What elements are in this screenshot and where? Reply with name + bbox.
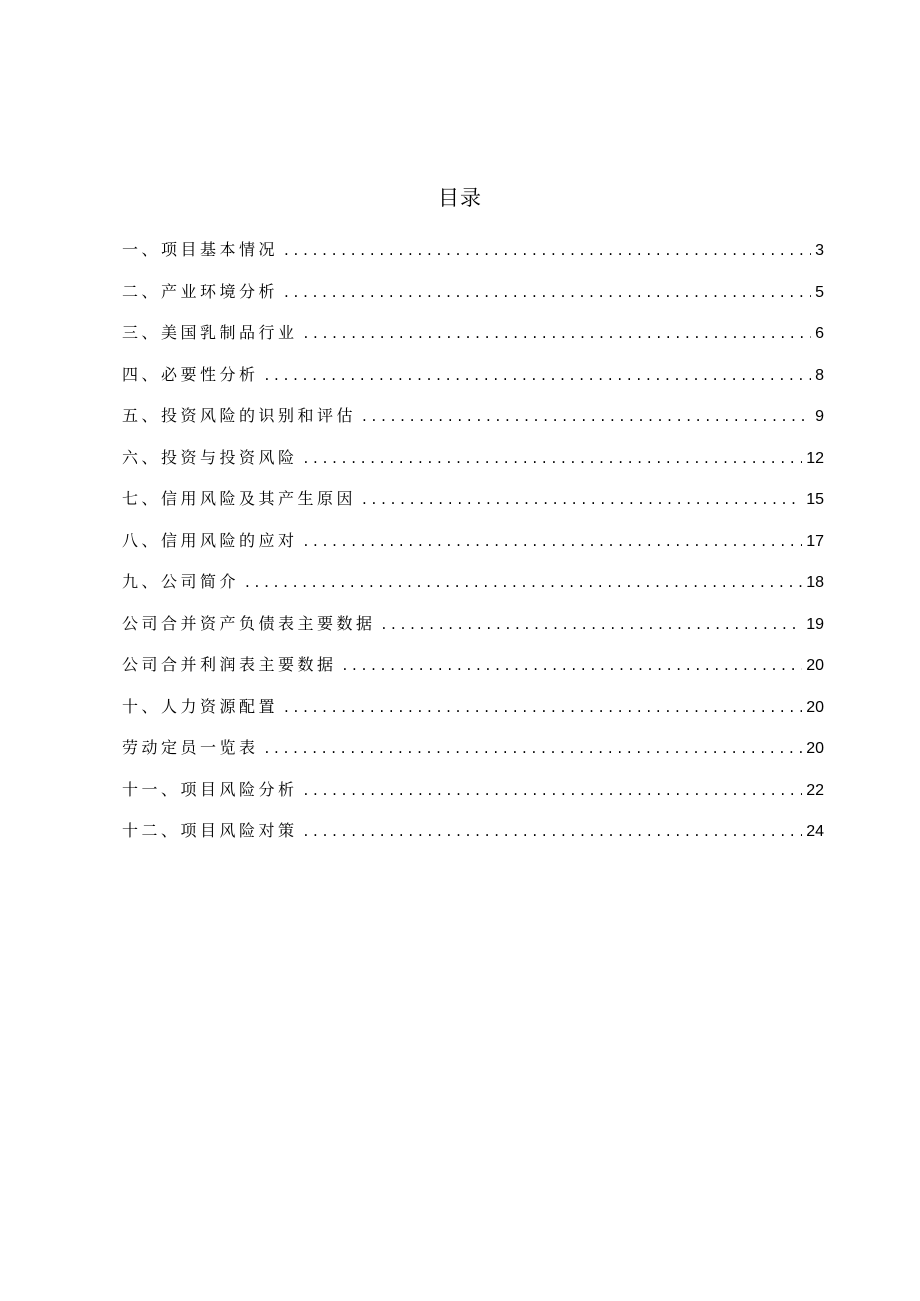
- toc-entry[interactable]: [122, 363, 824, 405]
- toc-entry[interactable]: [122, 404, 824, 446]
- toc-entry-label: 二、产业环境分析: [122, 281, 279, 301]
- toc-entry-label: 十一、项目风险分析: [122, 779, 298, 799]
- toc-entry-label: 四、必要性分析: [122, 364, 259, 384]
- toc-entry-page-number: 3: [815, 242, 824, 259]
- toc-dot-leader: [343, 653, 803, 677]
- toc-dot-leader: [304, 446, 803, 470]
- toc-entry-label: 三、美国乳制品行业: [122, 323, 298, 342]
- toc-dot-leader: [362, 487, 802, 511]
- toc-entry-label: 十、人力资源配置: [122, 696, 279, 716]
- toc-entry-page-number: 20: [806, 740, 824, 757]
- toc-entry-label: 一、项目基本情况: [122, 240, 279, 259]
- toc-entry[interactable]: [122, 570, 824, 612]
- toc-entry-page-number: 6: [815, 325, 824, 342]
- toc-entry-page-number: 24: [806, 823, 824, 840]
- toc-entry-label: 公司合并资产负债表主要数据: [122, 613, 376, 633]
- toc-entry-page-number: 8: [815, 366, 824, 384]
- toc-entry-page-number: 20: [806, 657, 824, 674]
- toc-entry[interactable]: [122, 529, 824, 571]
- toc-dot-leader: [382, 612, 803, 636]
- toc-entry-label: 十二、项目风险对策: [122, 821, 298, 840]
- toc-dot-leader: [284, 238, 811, 262]
- toc-entry[interactable]: [122, 446, 824, 488]
- toc-entry[interactable]: [122, 695, 824, 737]
- toc-dot-leader: [362, 404, 811, 428]
- toc-entry[interactable]: [122, 238, 824, 280]
- toc-entry[interactable]: [122, 819, 824, 861]
- toc-entry[interactable]: [122, 653, 824, 695]
- toc-dot-leader: [265, 736, 803, 760]
- toc-dot-leader: [265, 363, 812, 387]
- toc-entry-page-number: 5: [815, 283, 824, 301]
- toc-entry-label: 七、信用风险及其产生原因: [122, 489, 357, 508]
- toc-dot-leader: [284, 695, 802, 719]
- toc-entry-label: 九、公司简介: [122, 572, 240, 591]
- toc-entry-page-number: 20: [806, 698, 824, 716]
- toc-dot-leader: [304, 819, 803, 843]
- toc-entry-label: 六、投资与投资风险: [122, 447, 298, 467]
- toc-dot-leader: [284, 280, 811, 304]
- toc-entry-label: 八、信用风险的应对: [122, 530, 298, 550]
- toc-entry-label: 五、投资风险的识别和评估: [122, 406, 357, 425]
- table-of-contents: [122, 238, 824, 861]
- toc-entry-page-number: 19: [806, 615, 824, 633]
- toc-entry[interactable]: [122, 280, 824, 322]
- toc-entry[interactable]: [122, 736, 824, 778]
- toc-entry-label: 劳动定员一览表: [122, 738, 259, 757]
- toc-entry-page-number: 22: [806, 781, 824, 799]
- toc-dot-leader: [304, 321, 812, 345]
- toc-entry[interactable]: [122, 612, 824, 654]
- toc-title: 目录: [438, 186, 482, 210]
- toc-dot-leader: [304, 778, 803, 802]
- toc-entry[interactable]: [122, 778, 824, 820]
- toc-entry-label: 公司合并利润表主要数据: [122, 655, 337, 674]
- toc-entry[interactable]: [122, 487, 824, 529]
- toc-dot-leader: [304, 529, 803, 553]
- toc-entry-page-number: 17: [806, 532, 824, 550]
- toc-entry-page-number: 18: [806, 574, 824, 591]
- toc-dot-leader: [245, 570, 802, 594]
- toc-entry-page-number: 9: [815, 408, 824, 425]
- toc-entry-page-number: 12: [806, 449, 824, 467]
- toc-entry-page-number: 15: [806, 491, 824, 508]
- toc-entry[interactable]: [122, 321, 824, 363]
